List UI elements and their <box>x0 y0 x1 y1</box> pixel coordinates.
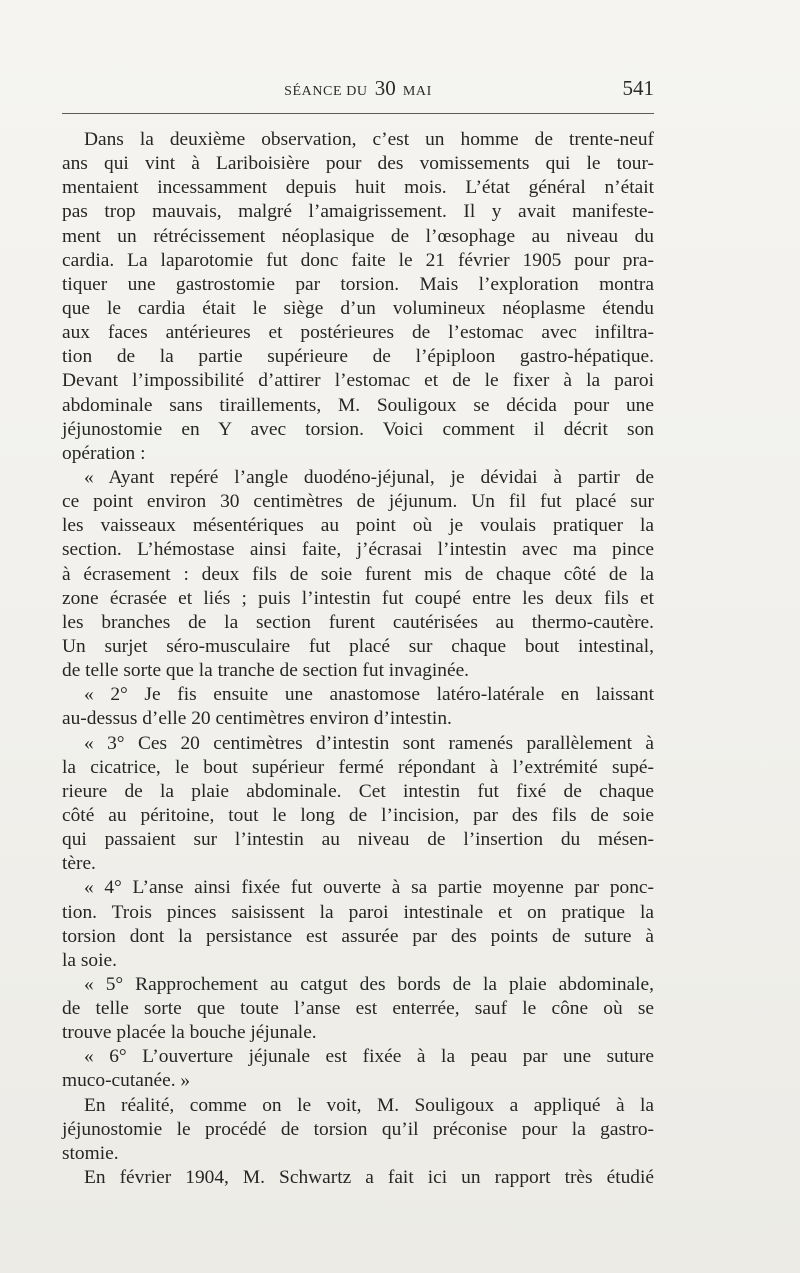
text-line: de telle sorte que toute l’anse est enterrée, sauf le cône où se <box>62 998 654 1020</box>
text-line: de telle sorte que la tranche de section fut invaginée. <box>62 660 470 682</box>
header-title-month: MAI <box>402 84 432 99</box>
text-line: Dans la deuxième observation, c’est un homme de trente-neuf <box>84 129 654 150</box>
text-line: abdominale sans tiraillements, M. Souligoux se décida pour une <box>62 394 654 416</box>
text-line: ce point environ 30 centimètres de jéjunum. Un fil fut placé sur <box>62 491 654 513</box>
header-title <box>62 76 654 104</box>
text-line: la cicatrice, le bout supérieur fermé répondant à l’extrémité supé- <box>62 756 654 778</box>
page-number: 541 <box>622 76 654 100</box>
text-line: tion. Trois pinces saisissent la paroi intestinale et on pratique la <box>62 901 654 923</box>
text-line: ans qui vint à Lariboisière pour des vomissements qui le tour- <box>62 153 654 175</box>
text-line: « Ayant repéré l’angle duodéno-jéjunal, je dévidai à partir de <box>84 466 654 488</box>
body-text <box>62 128 654 1190</box>
text-line: la soie. <box>62 949 117 971</box>
text-line: mentaient incessamment depuis huit mois. L’état général n’était <box>62 177 654 199</box>
header-rule <box>62 113 654 114</box>
text-line: aux faces antérieures et postérieures de l’estomac avec infiltra- <box>62 322 654 344</box>
text-line: « 4° L’anse ainsi fixée fut ouverte à sa partie moyenne par ponc- <box>84 877 654 899</box>
text-line: En réalité, comme on le voit, M. Souligoux a appliqué à la <box>84 1094 654 1116</box>
text-line: section. L’hémostase ainsi faite, j’écrasai l’intestin avec ma pince <box>62 539 654 561</box>
text-line: les vaisseaux mésentériques au point où je voulais pratiquer la <box>62 515 654 537</box>
running-header <box>62 76 654 102</box>
text-line: cardia. La laparotomie fut donc faite le 21 février 1905 pour pra- <box>62 249 654 271</box>
text-line: En février 1904, M. Schwartz a fait ici un rapport très étudié <box>84 1167 654 1189</box>
text-line: trouve placée la bouche jéjunale. <box>62 1022 317 1044</box>
text-line: « 2° Je fis ensuite une anastomose latéro-latérale en laissant <box>84 684 654 706</box>
text-line: « 3° Ces 20 centimètres d’intestin sont ramenés parallèlement à <box>84 732 654 754</box>
text-line: que le cardia était le siège d’un volumineux néoplasme étendu <box>62 297 654 319</box>
text-line: pas trop mauvais, malgré l’amaigrissement. Il y avait manifeste- <box>62 201 654 223</box>
text-line: rieure de la plaie abdominale. Cet intestin fut fixé de chaque <box>62 780 654 802</box>
header-title-day: 30 <box>374 76 396 100</box>
text-line: Un surjet séro-musculaire fut placé sur chaque bout intestinal, <box>62 635 654 657</box>
text-line: tiquer une gastrostomie par torsion. Mais l’exploration montra <box>62 273 654 295</box>
text-line: « 6° L’ouverture jéjunale est fixée à la peau par une suture <box>84 1046 654 1068</box>
text-line: zone écrasée et liés ; puis l’intestin fut coupé entre les deux fils et <box>62 587 654 609</box>
header-title-prefix: SÉANCE DU <box>284 84 368 99</box>
text-line: opération : <box>62 442 146 464</box>
text-line: les branches de la section furent cautérisées au thermo-cautère. <box>62 611 654 633</box>
text-line: à écrasement : deux fils de soie furent mis de chaque côté de la <box>62 563 654 585</box>
text-line: stomie. <box>62 1142 119 1164</box>
text-line: torsion dont la persistance est assurée par des points de suture à <box>62 925 654 947</box>
text-line: qui passaient sur l’intestin au niveau de l’insertion du mésen- <box>62 829 654 851</box>
text-line: muco-cutanée. » <box>62 1070 191 1092</box>
text-line: « 5° Rapprochement au catgut des bords de la plaie abdominale, <box>84 973 654 995</box>
text-line: côté au péritoine, tout le long de l’incision, par des fils de soie <box>62 804 654 826</box>
text-line: ment un rétrécissement néoplasique de l’œsophage au niveau du <box>62 225 654 247</box>
text-line: jéjunostomie en Y avec torsion. Voici comment il décrit son <box>62 418 654 440</box>
text-line: au-dessus d’elle 20 centimètres environ d’intestin. <box>62 708 452 730</box>
text-line: jéjunostomie le procédé de torsion qu’il préconise pour la gastro- <box>62 1118 654 1140</box>
text-line: Devant l’impossibilité d’attirer l’estomac et de le fixer à la paroi <box>62 370 654 392</box>
text-line: tion de la partie supérieure de l’épiploon gastro-hépatique. <box>62 346 654 368</box>
text-line: tère. <box>62 853 96 875</box>
